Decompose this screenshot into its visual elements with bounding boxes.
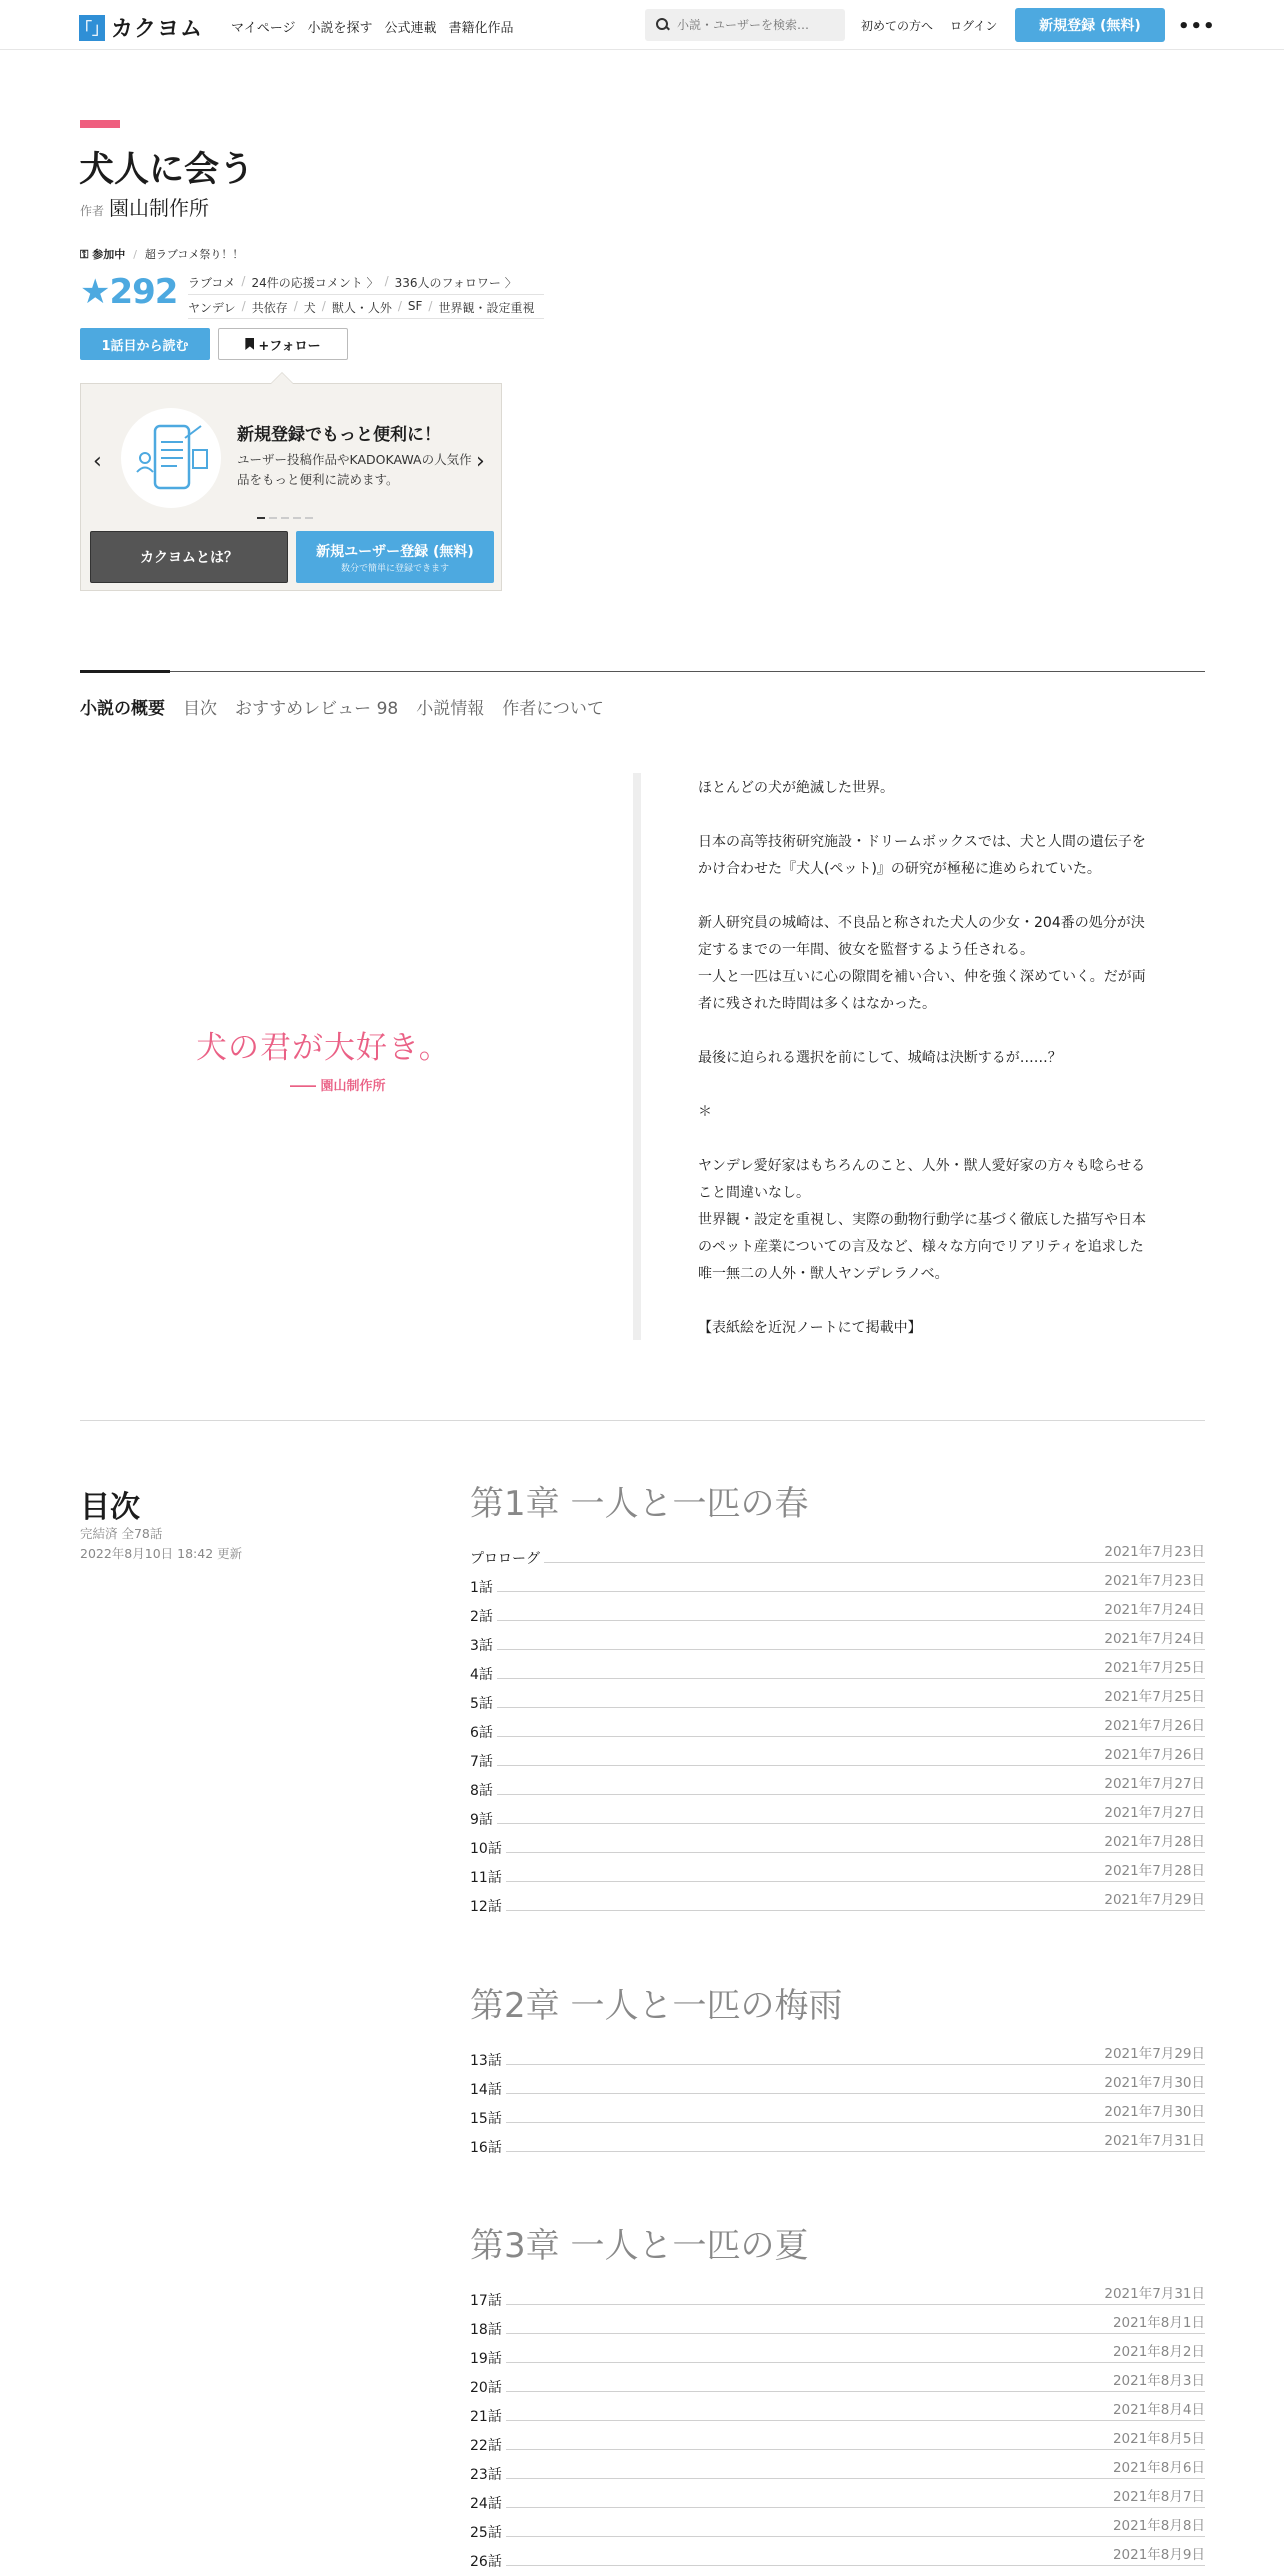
follow-label: +フォロー bbox=[258, 338, 321, 354]
more-menu-icon[interactable]: ••• bbox=[1178, 16, 1216, 37]
toc-heading: 目次 bbox=[80, 1490, 140, 1525]
tab-toc[interactable]: 目次 bbox=[183, 699, 217, 719]
episode-date: 2021年7月26日 bbox=[1100, 1714, 1205, 1734]
episode-rule bbox=[470, 1649, 1205, 1650]
meta-divider bbox=[188, 318, 544, 319]
episode-row[interactable] bbox=[470, 1713, 1205, 1742]
search-input[interactable] bbox=[677, 18, 837, 32]
main-nav bbox=[231, 17, 514, 36]
episode-row[interactable] bbox=[470, 1829, 1205, 1858]
episode-date: 2021年7月25日 bbox=[1100, 1685, 1205, 1705]
episode-date: 2021年8月9日 bbox=[1109, 2543, 1205, 2563]
bookmark-icon bbox=[245, 338, 254, 350]
episode-row[interactable] bbox=[470, 2397, 1205, 2426]
tag-yandere[interactable]: ヤンデレ bbox=[188, 301, 236, 315]
episode-row[interactable] bbox=[470, 2281, 1205, 2310]
separator: / bbox=[133, 247, 137, 261]
episode-date: 2021年7月23日 bbox=[1100, 1540, 1205, 1560]
carousel-prev-icon[interactable]: ‹ bbox=[93, 449, 102, 474]
episode-title[interactable]: 11話 bbox=[470, 1867, 506, 1887]
episode-row[interactable] bbox=[470, 2041, 1205, 2070]
episode-title[interactable]: 14話 bbox=[470, 2079, 506, 2099]
follow-button[interactable] bbox=[218, 328, 348, 360]
episode-rule bbox=[470, 1707, 1205, 1708]
episode-title[interactable]: 7話 bbox=[470, 1751, 497, 1771]
episode-rule bbox=[470, 2093, 1205, 2094]
episode-rule bbox=[470, 2507, 1205, 2508]
catchphrase: 犬の君が大好き。 bbox=[196, 1030, 451, 1066]
logo-mark-icon: 「」 bbox=[79, 15, 105, 41]
event-name[interactable]: 超ラブコメ祭り！！ bbox=[144, 248, 244, 261]
episode-date: 2021年8月3日 bbox=[1109, 2369, 1205, 2389]
tag-worldbuilding[interactable]: 世界観・設定重視 bbox=[438, 301, 535, 315]
episode-row[interactable] bbox=[470, 2070, 1205, 2099]
chapter-3 bbox=[470, 2218, 1205, 2568]
episode-title[interactable]: 10話 bbox=[470, 1838, 506, 1858]
episode-title[interactable]: 12話 bbox=[470, 1896, 506, 1916]
episode-rule bbox=[470, 2536, 1205, 2537]
episode-title[interactable]: 3話 bbox=[470, 1635, 497, 1655]
episode-date: 2021年7月28日 bbox=[1100, 1859, 1205, 1879]
site-header bbox=[0, 0, 1284, 50]
episode-date: 2021年7月26日 bbox=[1100, 1743, 1205, 1763]
episode-title[interactable]: 13話 bbox=[470, 2050, 506, 2070]
episode-rule bbox=[470, 1620, 1205, 1621]
episode-row[interactable] bbox=[470, 1539, 1205, 1568]
title-accent-bar bbox=[80, 120, 120, 128]
signup-button[interactable]: 新規登録 (無料) bbox=[1015, 8, 1165, 42]
separator: / bbox=[321, 299, 326, 313]
genre-link[interactable]: ラブコメ bbox=[188, 276, 236, 290]
episode-date: 2021年7月24日 bbox=[1100, 1598, 1205, 1618]
catchphrase-author[interactable]: ―― 園山制作所 bbox=[290, 1079, 386, 1094]
episode-row[interactable] bbox=[470, 1568, 1205, 1597]
logo-text: カクヨム bbox=[111, 17, 204, 42]
chapter-1 bbox=[470, 1476, 1205, 1916]
separator: / bbox=[241, 274, 246, 288]
site-logo[interactable] bbox=[76, 12, 204, 43]
meta-row-genre bbox=[188, 274, 517, 291]
episode-title[interactable]: 2話 bbox=[470, 1606, 497, 1626]
episode-title[interactable]: 25話 bbox=[470, 2522, 506, 2542]
tag-dog[interactable]: 犬 bbox=[303, 301, 316, 315]
meta-row-tags bbox=[188, 299, 534, 316]
first-time-link[interactable]: 初めての方へ bbox=[861, 19, 934, 33]
episode-rule bbox=[470, 1736, 1205, 1737]
episode-row[interactable] bbox=[470, 1858, 1205, 1887]
separator: / bbox=[293, 299, 298, 313]
episode-row[interactable] bbox=[470, 1684, 1205, 1713]
episode-date: 2021年7月30日 bbox=[1100, 2071, 1205, 2091]
episode-date: 2021年8月6日 bbox=[1109, 2456, 1205, 2476]
episode-title[interactable]: 17話 bbox=[470, 2290, 506, 2310]
episode-date: 2021年7月27日 bbox=[1100, 1772, 1205, 1792]
meta-divider bbox=[188, 294, 544, 295]
phone-illustration-icon bbox=[121, 408, 221, 508]
active-tab-indicator bbox=[80, 670, 170, 673]
episode-title[interactable]: 23話 bbox=[470, 2464, 506, 2484]
episode-date: 2021年7月31日 bbox=[1100, 2282, 1205, 2302]
episode-rule bbox=[470, 1852, 1205, 1853]
episode-row[interactable] bbox=[470, 2099, 1205, 2128]
section-divider bbox=[80, 1420, 1205, 1421]
author-name[interactable]: 園山制作所 bbox=[109, 196, 210, 220]
login-link[interactable]: ログイン bbox=[950, 19, 998, 33]
separator: / bbox=[241, 299, 246, 313]
register-user-button[interactable] bbox=[296, 531, 494, 583]
separator: / bbox=[397, 299, 402, 313]
episode-title[interactable]: 24話 bbox=[470, 2493, 506, 2513]
episode-rule bbox=[470, 1794, 1205, 1795]
episode-row[interactable] bbox=[470, 2128, 1205, 2157]
promo-pointer-inner bbox=[271, 373, 293, 384]
episode-title[interactable]: 8話 bbox=[470, 1780, 497, 1800]
episode-row[interactable] bbox=[470, 1771, 1205, 1800]
chapter-title: 第3章 一人と一匹の夏 bbox=[470, 2226, 809, 2266]
episode-rule bbox=[470, 1881, 1205, 1882]
episode-rule bbox=[470, 1591, 1205, 1592]
episode-rule bbox=[470, 1562, 1205, 1563]
episode-row[interactable] bbox=[470, 2426, 1205, 2455]
nav-official-series[interactable]: 公式連載 bbox=[384, 21, 437, 36]
episode-rule bbox=[470, 1823, 1205, 1824]
episode-title[interactable]: プロローグ bbox=[470, 1548, 544, 1568]
episode-date: 2021年8月1日 bbox=[1109, 2311, 1205, 2331]
episode-rule bbox=[470, 2362, 1205, 2363]
episode-rule bbox=[470, 1678, 1205, 1679]
episode-date: 2021年7月24日 bbox=[1100, 1627, 1205, 1647]
read-first-episode-button[interactable]: 1話目から読む bbox=[80, 328, 210, 360]
episode-rule bbox=[470, 1765, 1205, 1766]
episode-rule bbox=[470, 2122, 1205, 2123]
episode-row[interactable] bbox=[470, 2484, 1205, 2513]
tab-reviews[interactable]: おすすめレビュー 98 bbox=[235, 699, 399, 719]
episode-title[interactable]: 15話 bbox=[470, 2108, 506, 2128]
episode-row[interactable] bbox=[470, 2368, 1205, 2397]
episode-list bbox=[470, 1539, 1205, 1916]
episode-title[interactable]: 18話 bbox=[470, 2319, 506, 2339]
promo-title: 新規登録でもっと便利に！ bbox=[237, 425, 441, 445]
episode-rule bbox=[470, 2449, 1205, 2450]
introduction-text: ほとんどの犬が絶滅した世界。 日本の高等技術研究施設・ドリームボックスでは、犬と人間の遺伝子を かけ合わせた『犬人(ペット)』の研究が極秘に進められていた。 新人研究員の城崎は、不良品と称された犬人の少女・204番の処分が決 定するまでの一年間、彼女を監督するよう任される。 一人と一匹は互いに心の隙間を補い合い、仲を強く深めていく。だが両 者に残された時間は多くはなかった。 最後に迫られる選択を前にして、城崎は決断するが……？ ＊ ヤンデレ愛好家はもちろんのこと、人外・獣人愛好家の方々も唸らせる こと間違いなし。 世界観・設定を重視し、実際の動物行動学に基づく徹底した描写や日本 のペット産業についての言及など、様々な方向でリアリティを追求した 唯一無二の人外・獣人ヤンデレラノベ。 【表紙絵を近況ノートにて掲載中】 bbox=[698, 780, 1146, 1336]
tabs-divider bbox=[80, 671, 1205, 672]
episode-rule bbox=[470, 2565, 1205, 2566]
episode-title[interactable]: 5話 bbox=[470, 1693, 497, 1713]
episode-title[interactable]: 21話 bbox=[470, 2406, 506, 2426]
work-title[interactable]: 犬人に会う bbox=[79, 150, 255, 190]
event-line bbox=[80, 246, 243, 262]
toc-updated: 2022年8月10日 18:42 更新 bbox=[80, 1546, 243, 1561]
episode-row[interactable] bbox=[470, 2542, 1205, 2568]
episode-rule bbox=[470, 2151, 1205, 2152]
episode-date: 2021年8月5日 bbox=[1109, 2427, 1205, 2447]
search-icon[interactable] bbox=[655, 17, 671, 33]
search-box[interactable] bbox=[645, 9, 845, 41]
episode-date: 2021年7月25日 bbox=[1100, 1656, 1205, 1676]
about-kakuyomu-button[interactable]: カクヨムとは？ bbox=[90, 531, 288, 583]
episode-date: 2021年8月4日 bbox=[1109, 2398, 1205, 2418]
episode-date: 2021年7月29日 bbox=[1100, 2042, 1205, 2062]
episode-title[interactable]: 19話 bbox=[470, 2348, 506, 2368]
followers-link[interactable]: 336人のフォロワー 〉 bbox=[394, 276, 517, 290]
episode-date: 2021年7月27日 bbox=[1100, 1801, 1205, 1821]
tab-about-author[interactable]: 作者について bbox=[502, 699, 604, 719]
episode-row[interactable] bbox=[470, 2513, 1205, 2542]
intro-side-bar bbox=[633, 773, 641, 1340]
episode-title[interactable]: 20話 bbox=[470, 2377, 506, 2397]
signup-promo-panel bbox=[80, 383, 502, 591]
carousel-dots[interactable] bbox=[257, 517, 313, 519]
episode-row[interactable] bbox=[470, 1655, 1205, 1684]
star-count[interactable]: ★292 bbox=[80, 272, 178, 312]
episode-date: 2021年7月23日 bbox=[1100, 1569, 1205, 1589]
episode-date: 2021年7月28日 bbox=[1100, 1830, 1205, 1850]
episode-title[interactable]: 9話 bbox=[470, 1809, 497, 1829]
episode-list bbox=[470, 2041, 1205, 2157]
nav-mypage[interactable]: マイページ bbox=[231, 21, 296, 36]
episode-rule bbox=[470, 2064, 1205, 2065]
episode-title[interactable]: 26話 bbox=[470, 2551, 506, 2568]
register-label: 新規ユーザー登録 (無料) bbox=[316, 543, 474, 560]
episode-rule bbox=[470, 2478, 1205, 2479]
tab-novel-info[interactable]: 小説情報 bbox=[416, 699, 485, 719]
episode-row[interactable] bbox=[470, 1597, 1205, 1626]
episode-row[interactable] bbox=[470, 2310, 1205, 2339]
tag-codependence[interactable]: 共依存 bbox=[251, 301, 288, 315]
episode-list bbox=[470, 2281, 1205, 2568]
episode-title[interactable]: 4話 bbox=[470, 1664, 497, 1684]
episode-date: 2021年8月8日 bbox=[1109, 2514, 1205, 2534]
episode-title[interactable]: 1話 bbox=[470, 1577, 497, 1597]
nav-find-novels[interactable]: 小説を探す bbox=[307, 21, 373, 36]
tag-sf[interactable]: SF bbox=[407, 299, 423, 313]
tag-beastman[interactable]: 獣人・人外 bbox=[331, 301, 392, 315]
episode-row[interactable] bbox=[470, 1742, 1205, 1771]
nav-published-works[interactable]: 書籍化作品 bbox=[448, 21, 514, 36]
chapter-title: 第2章 一人と一匹の梅雨 bbox=[470, 1986, 843, 2026]
register-sublabel: 数分で簡単に登録できます bbox=[340, 563, 449, 574]
episode-title[interactable]: 16話 bbox=[470, 2137, 506, 2157]
chapter-2 bbox=[470, 1978, 1205, 2157]
author-label: 作者 bbox=[80, 204, 105, 218]
separator: / bbox=[428, 299, 433, 313]
event-badge: ⚿ 参加中 bbox=[80, 248, 126, 261]
work-tabs bbox=[80, 694, 604, 719]
carousel-next-icon[interactable]: › bbox=[476, 449, 485, 474]
episode-row[interactable] bbox=[470, 1887, 1205, 1916]
separator: / bbox=[384, 274, 389, 288]
episode-rule bbox=[470, 2304, 1205, 2305]
episode-date: 2021年7月30日 bbox=[1100, 2100, 1205, 2120]
episode-row[interactable] bbox=[470, 2339, 1205, 2368]
toc-status: 完結済 全78話 bbox=[80, 1526, 163, 1541]
episode-title[interactable]: 22話 bbox=[470, 2435, 506, 2455]
episode-row[interactable] bbox=[470, 1626, 1205, 1655]
episode-title[interactable]: 6話 bbox=[470, 1722, 497, 1742]
episode-date: 2021年8月2日 bbox=[1109, 2340, 1205, 2360]
author-line bbox=[80, 192, 209, 221]
chapter-title: 第1章 一人と一匹の春 bbox=[470, 1484, 809, 1524]
episode-rule bbox=[470, 2420, 1205, 2421]
episode-rule bbox=[470, 1910, 1205, 1911]
episode-row[interactable] bbox=[470, 2455, 1205, 2484]
episode-row[interactable] bbox=[470, 1800, 1205, 1829]
episode-rule bbox=[470, 2333, 1205, 2334]
comments-link[interactable]: 24件の応援コメント 〉 bbox=[251, 276, 379, 290]
episode-date: 2021年8月7日 bbox=[1109, 2485, 1205, 2505]
episode-date: 2021年7月31日 bbox=[1100, 2129, 1205, 2149]
tab-overview[interactable]: 小説の概要 bbox=[80, 699, 165, 719]
episode-date: 2021年7月29日 bbox=[1100, 1888, 1205, 1908]
promo-text: ユーザー投稿作品やKADOKAWAの人気作品をもっと便利に読めます。 bbox=[237, 452, 472, 487]
episode-rule bbox=[470, 2391, 1205, 2392]
